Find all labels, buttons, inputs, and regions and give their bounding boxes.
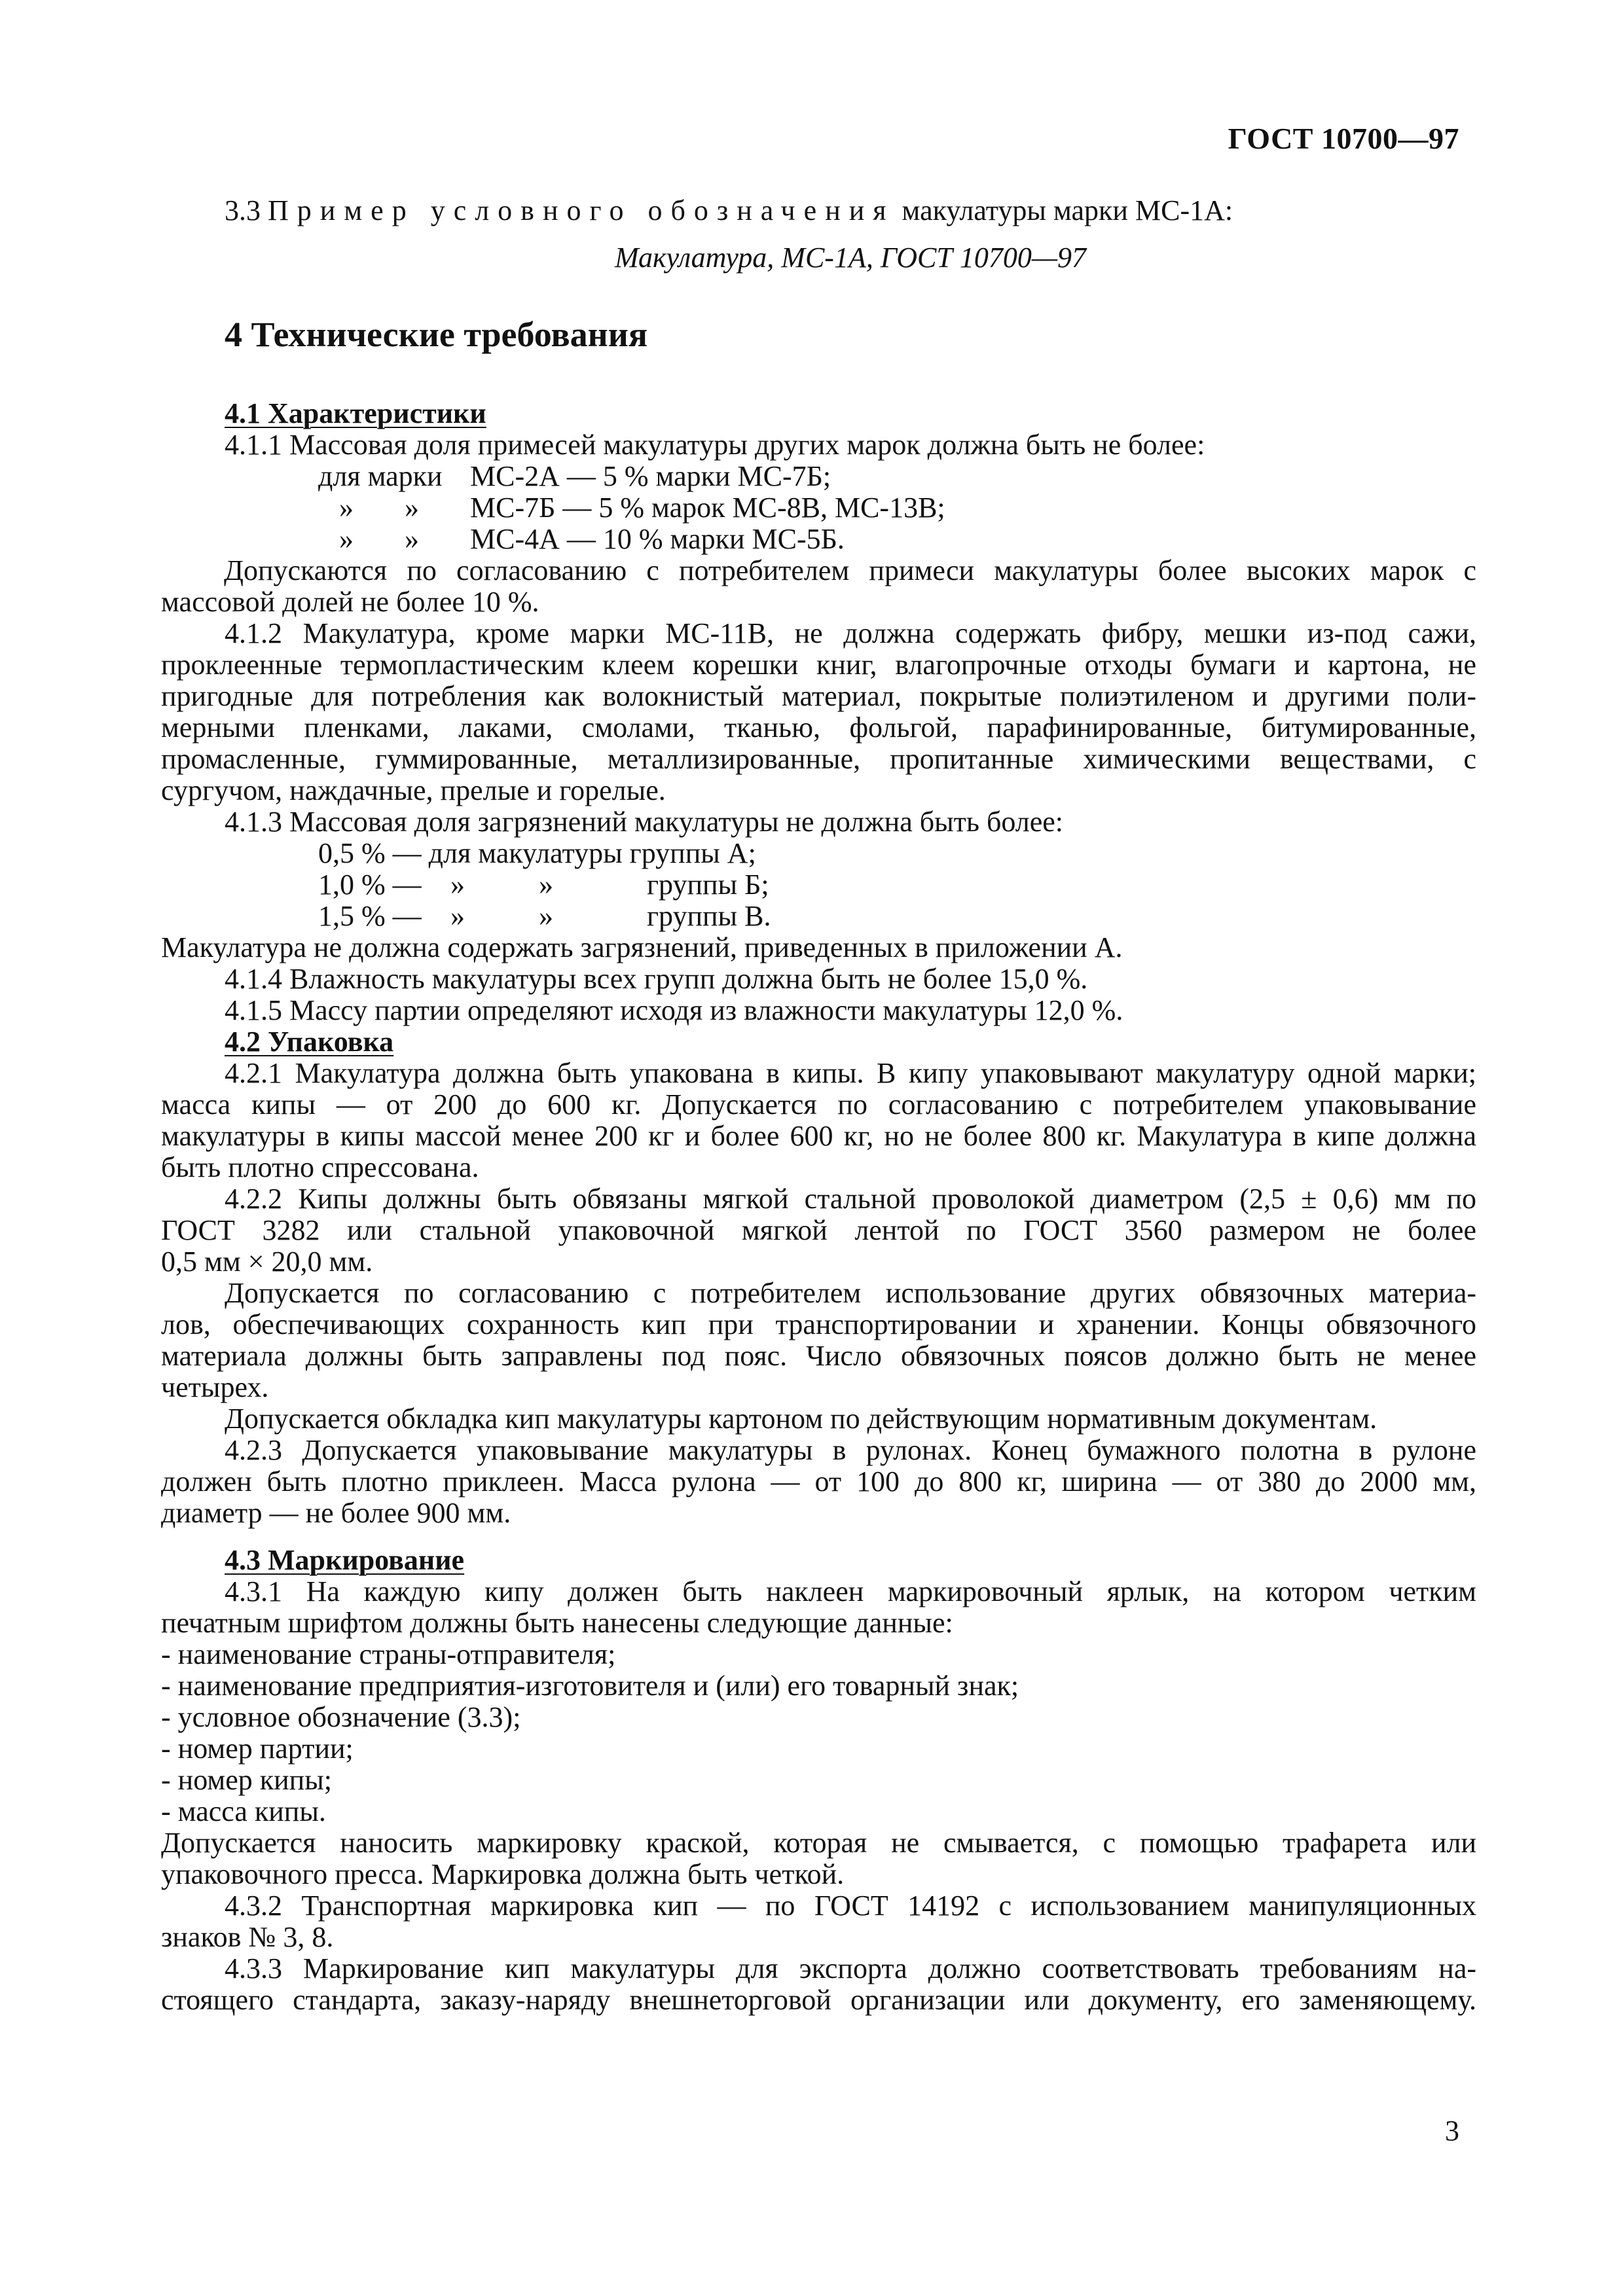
contam-note: Макулатура не должна содержать загрязнений, приведенных в приложении А. <box>161 931 1123 963</box>
p-4-2-1-line-3: макулатуры в кипы массой менее 200 кг и более 600 кг, но не более 800 кг. Макулатура в кипе должна <box>161 1120 1476 1152</box>
page-number: 3 <box>1445 2115 1459 2147</box>
allow-3: Допускается обкладка кип макулатуры картоном по действующим нормативным документам. <box>225 1403 1377 1435</box>
row-mark-3: » » МС-4А — 10 % марки МС-5Б. <box>339 523 845 555</box>
example-label <box>225 195 1476 226</box>
list-item: - наименование страны-отправителя; <box>161 1638 616 1670</box>
p-4-2-3-line-1: 4.2.3 Допускается упаковывание макулатуры в рулонах. Конец бумажного полотна в рулоне <box>225 1434 1476 1466</box>
p-4-3-3-line-2: стоящего стандарта, заказу-наряду внешнеторговой организации или документу, его заменяющему. <box>161 1984 1476 2016</box>
p-4-2-3-line-2: должен быть плотно приклеен. Масса рулона — от 100 до 800 кг, ширина — от 380 до 2000 мм, <box>161 1465 1476 1498</box>
p-4-1-2-line-3: пригодные для потребления как волокнистый материал, покрытые полиэтиленом и другими поли- <box>161 680 1476 712</box>
p-4-1-2-line-2: проклеенные термопластическим клеем корешки книг, влагопрочные отходы бумаги и картона, не <box>161 649 1476 681</box>
allow-4-line-1: Допускается наносить маркировку краской, которая не смывается, с помощью трафарета или <box>161 1827 1476 1859</box>
allow-2-line-1: Допускается по согласованию с потребителем использование других обвязочных материа- <box>225 1277 1476 1309</box>
contam-row-2: 1,0 % — » » группы Б; <box>318 869 769 901</box>
p-4-2-1-line-1: 4.2.1 Макулатура должна быть упакована в кипы. В кипу упаковывают макулатуру одной марки; <box>225 1057 1476 1089</box>
p-4-2-1-line-2: масса кипы — от 200 до 600 кг. Допускается по согласованию с потребителем упаковывание <box>161 1088 1476 1121</box>
row-mark-1: для марки МС-2А — 5 % марки МС-7Б; <box>318 460 831 492</box>
p-4-1-2-line-6: сургучом, наждачные, прелые и горелые. <box>161 774 666 806</box>
allow-4-line-2: упаковочного пресса. Маркировка должна быть четкой. <box>161 1858 845 1890</box>
document-code: ГОСТ 10700—97 <box>1228 122 1459 155</box>
list-item: - наименование предприятия-изготовителя и (или) его товарный знак; <box>161 1670 1019 1702</box>
list-item: - номер партии; <box>161 1732 354 1765</box>
p-4-3-2-line-2: знаков № 3, 8. <box>161 1921 334 1953</box>
p-4-2-2-line-3: 0,5 мм × 20,0 мм. <box>161 1246 373 1278</box>
section-4-3-title: 4.3 Маркирование <box>225 1544 465 1576</box>
section-4-2-title: 4.2 Упаковка <box>225 1026 394 1058</box>
example-label-rest: макулатуры марки МС-1А: <box>894 194 1233 226</box>
allow-2-line-4: четырех. <box>161 1371 269 1403</box>
p-4-3-1-line-2: печатным шрифтом должны быть нанесены следующие данные: <box>161 1607 953 1639</box>
row-mark-2: » » МС-7Б — 5 % марок МС-8В, МС-13В; <box>339 492 945 524</box>
list-item: - номер кипы; <box>161 1764 332 1796</box>
p-4-1-2-line-4: мерными пленками, лаками, смолами, тканью, фольгой, парафинированные, битумированные, <box>161 711 1476 744</box>
p-4-2-2-line-1: 4.2.2 Кипы должны быть обвязаны мягкой стальной проволокой диаметром (2,5 ± 0,6) мм по <box>225 1183 1476 1215</box>
p-4-3-1-line-1: 4.3.1 На каждую кипу должен быть наклеен маркировочный ярлык, на котором четким <box>225 1575 1476 1607</box>
p-4-1-3: 4.1.3 Массовая доля загрязнений макулатуры не должна быть более: <box>225 806 1064 838</box>
section-4-2 <box>161 1026 1476 1529</box>
p-4-1-5: 4.1.5 Массу партии определяют исходя из влажности макулатуры 12,0 %. <box>225 994 1123 1026</box>
section-title: 4 Технические требования <box>225 315 648 354</box>
p-4-1-2-line-1: 4.1.2 Макулатура, кроме марки МС-11В, не должна содержать фибру, мешки из-под сажи, <box>225 617 1476 649</box>
example-block <box>225 195 1476 226</box>
p-4-3-2-line-1: 4.3.2 Транспортная маркировка кип — по ГОСТ 14192 с использованием манипуляционных <box>225 1890 1476 1922</box>
p-4-2-1-line-4: быть плотно спрессована. <box>161 1151 479 1183</box>
allow-2-line-2: лов, обеспечивающих сохранность кип при транспортировании и хранении. Концы обвязочного <box>161 1308 1476 1340</box>
p-4-1-4: 4.1.4 Влажность макулатуры всех групп должна быть не более 15,0 %. <box>225 963 1088 995</box>
list-item: - условное обозначение (3.3); <box>161 1701 521 1733</box>
p-4-2-2-line-2: ГОСТ 3282 или стальной упаковочной мягкой лентой по ГОСТ 3560 размером не более <box>161 1214 1476 1246</box>
p-4-1-2-line-5: промасленные, гуммированные, металлизированные, пропитанные химическими веществами, с <box>161 743 1476 775</box>
list-item: - масса кипы. <box>161 1795 326 1827</box>
p-4-3-3-line-1: 4.3.3 Маркирование кип макулатуры для экспорта должно соответствовать требованиям на- <box>225 1952 1476 1984</box>
p-4-2-3-line-3: диаметр — не более 900 мм. <box>161 1497 511 1529</box>
contam-row-1: 0,5 % — для макулатуры группы А; <box>318 837 756 869</box>
example-designation: Макулатура, МС-1А, ГОСТ 10700—97 <box>614 242 1086 274</box>
allow-1-line-1: Допускаются по согласованию с потребителем примеси макулатуры более высоких марок с <box>224 554 1476 586</box>
section-4-3 <box>161 1544 1476 2016</box>
example-label-spaced: Пример условного обозначения <box>268 194 895 226</box>
allow-1-line-2: массовой долей не более 10 %. <box>161 586 539 618</box>
contam-row-3: 1,5 % — » » группы В. <box>318 900 771 932</box>
section-4-1 <box>161 397 1476 1026</box>
allow-2-line-3: материала должны быть заправлены под пояс. Число обвязочных поясов должно быть не менее <box>161 1340 1476 1372</box>
p-4-1-1: 4.1.1 Массовая доля примесей макулатуры других марок должна быть не более: <box>225 429 1205 461</box>
section-4-1-title: 4.1 Характеристики <box>225 397 486 429</box>
example-prefix: 3.3 <box>225 194 268 226</box>
